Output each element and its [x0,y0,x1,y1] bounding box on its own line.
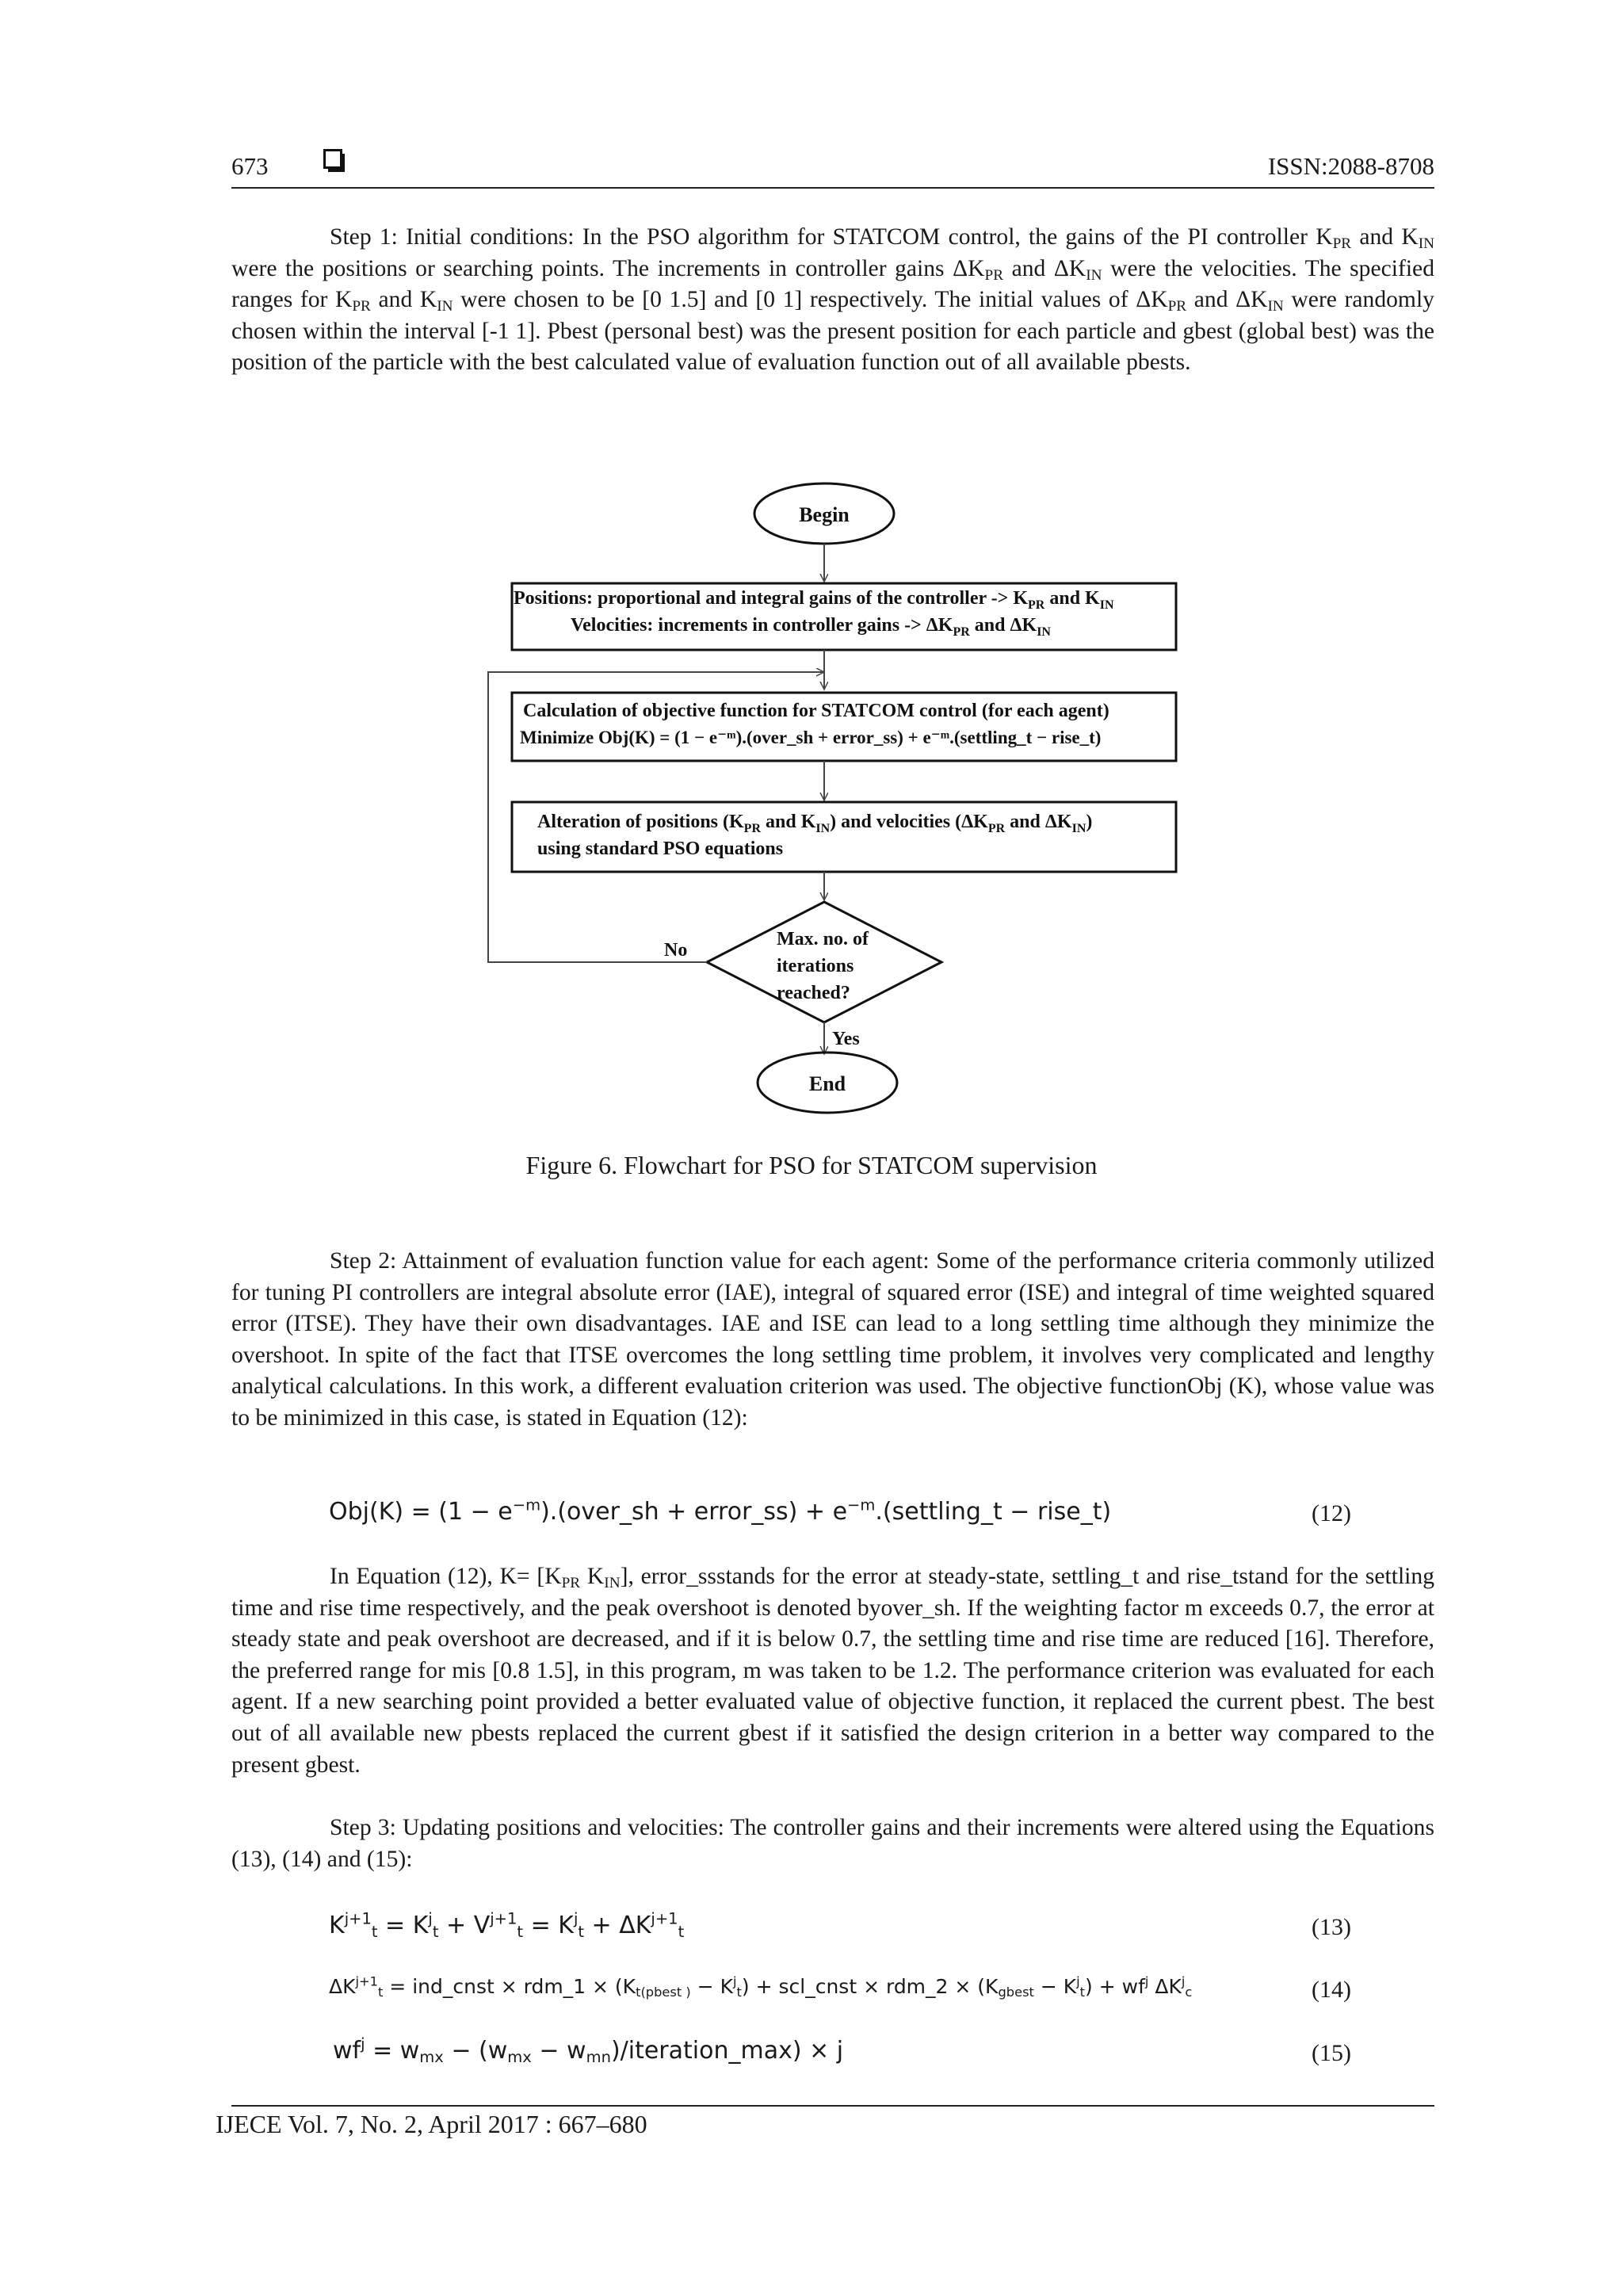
decision-line3: reached? [777,983,850,1003]
no-label: No [664,940,688,961]
yes-label: Yes [832,1029,860,1049]
decision-line1: Max. no. of [777,929,869,949]
page-number: 673 [231,152,269,180]
box3-line1: Alteration of positions ($K_{PR}$ and $K_{IN}$) and velocities ($\Delta K_{PR}$ and $\Delta K_{IN}$) [537,812,1093,835]
box3-line2: using standard PSO equations [537,839,784,859]
equation-13-number: (13) [1312,1914,1351,1940]
footer-citation: IJECE Vol. 7, No. 2, April 2017 : 667–680 [216,2110,647,2138]
decision-line2: iterations [777,956,854,976]
pso-flowchart [0,0,1623,1125]
equation-14: $\Delta K^{j+1}_t$ = ind_cnst × rdm_1 × $(K_{t(pbest )} - K^j_t)$ + scl_cnst × rdm_2 × $(K_{gbest} - K^j_t) + wf^j$ $\Delta K^j_c$ [329,1973,1193,2000]
issn: ISSN:2088-8708 [1267,152,1434,180]
box2-line2: Minimize Obj(K) = (1 − e⁻ᵐ).(over_sh + error_ss) + e⁻ᵐ.(settling_t − rise_t) [520,728,1102,747]
equation-15: $wf^j = w_{mx} - (w_{mx}$ − $w_{mn})/iteration\_\max) \times j$ [333,2034,844,2066]
equation-12-number: (12) [1312,1500,1351,1526]
step3-paragraph: Step 3: Updating positions and velocities: The controller gains and their increments were altered using the Equations (13), (14) and (15): [231,1815,1434,1872]
equation-15-number: (15) [1312,2040,1351,2066]
equation-14-number: (14) [1312,1977,1351,2003]
begin-label: Begin [799,503,850,526]
box1-line2: Velocities: increments in controller gains -> $\Delta K_{PR}$ and $\Delta K_{IN}$ [571,615,1051,639]
box2-line1: Calculation of objective function for STATCOM control (for each agent) [523,701,1109,721]
equation-12: $Obj(K) = (1 - e^{-m}).(over\_sh$ + error_ss) + $e^{-m}.(settling\_t$ − rise_t) [329,1496,1112,1526]
end-label: End [808,1072,846,1095]
equation-13: $K^{j+1}_t = K^j_t + V^{j+1}_t = K^j_t + \Delta K^{j+1}_t$ [329,1909,685,1941]
equation-12-explanation: In Equation (12), $K= [K_{PR}$ $K_{IN}$], error_ssstands for the error at steady-state, settling_t and rise_tstand for the settling time and rise time respectively, and the peak overshoot is denoted byover_sh. If the weighting factor m exceeds 0.7, the error at steady state and peak overshoot are decreased, and if it is below 0.7, the settling time and rise time are reduced [16]. Therefore, the preferred range for mis [0.8 1.5], in this program, m was taken to be 1.2. The performance criterion was evaluated for each agent. If a new searching point provided a better evaluated value of objective function, it replaced the current pbest. The best out of all available new pbests replaced the current gbest if it satisfied the design criterion in a better way compared to the present gbest. [231,1564,1434,1778]
footer-divider [231,2105,1434,2107]
step2-paragraph: Step 2: Attainment of evaluation function value for each agent: Some of the performance criteria commonly utilized for tuning PI controllers are integral absolute error (IAE), integral of squared error (ISE) and integral of time weighted squared error (ITSE). They have their own disadvantages. IAE and ISE can lead to a long settling time although they minimize the overshoot. In spite of the fact that ITSE overcomes the long settling time problem, it involves very complicated and lengthy analytical calculations. In this work, a different evaluation criterion was used. The objective functionObj (K), whose value was to be minimized in this case, is stated in Equation (12): [231,1248,1434,1431]
figure-caption: Figure 6. Flowchart for PSO for STATCOM supervision [525,1151,1098,1179]
step1-paragraph: Step 1: Initial conditions: In the PSO algorithm for STATCOM control, the gains of the PI controller $K_{PR}$ and $K_{IN}$ were the positions or searching points. The increments in controller gains $\Delta K_{PR}$ and $\Delta K_{IN}$ were the velocities. The specified ranges for $K_{PR}$ and $K_{IN}$ were chosen to be [0 1.5] and [0 1] respectively. The initial values of $\Delta K_{PR}$ and $\Delta K_{IN}$ were randomly chosen within the interval [-1 1]. Pbest (personal best) was the present position for each particle and gbest (global best) was the position of the particle with the best calculated value of evaluation function out of all available pbests. [231,224,1434,376]
box1-line1: Positions: proportional and integral gains of the controller -> $K_{PR}$ and $K_{IN}$ [514,588,1114,612]
